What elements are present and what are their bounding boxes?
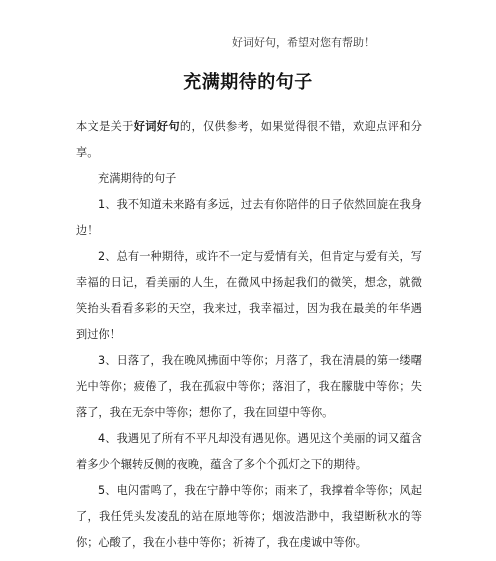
paragraph-1: 1、我不知道未来路有多远，过去有你陪伴的日子依然回旋在我身边！ xyxy=(76,198,422,237)
paragraph-3: 3、日落了，我在晚风拂面中等你；月落了，我在清晨的第一缕曙光中等你；疲倦了，我在孤寂中等你；落泪了，我在朦胧中等你；失落了，我在无奈中等你；想你了，我在回望中等你。 xyxy=(76,354,422,419)
intro-prefix: 本文是关于 xyxy=(76,120,134,133)
paragraph-4: 4、我遇见了所有不平凡却没有遇见你。遇见这个美丽的词又蕴含着多少个辗转反侧的夜晚，蕴含了多个个孤灯之下的期待。 xyxy=(76,432,422,471)
paragraph-5: 5、电闪雷鸣了，我在宁静中等你；雨来了，我撑着伞等你；风起了，我任凭头发凌乱的站在原地等你；烟波浩渺中，我望断秋水的等你；心酸了，我在小巷中等你；祈祷了，我在虔诚中等你。 xyxy=(76,484,422,549)
header-note: 好词好句，希望对您有帮助！ xyxy=(232,36,375,49)
section-subtitle: 充满期待的句子 xyxy=(98,172,177,185)
paragraph-2: 2、总有一种期待，或许不一定与爱情有关，但肯定与爱有关，写幸福的日记，看美丽的人生，在微风中扬起我们的微笑，想念，就微笑抬头看看多彩的天空，我来过，我幸福过，因为我在最美的年华遇到过你！ xyxy=(76,250,422,341)
page-title: 充满期待的句子 xyxy=(183,72,313,93)
intro-suffix: 的，仅供参考，如果觉得很不错，欢迎点评和分享。 xyxy=(76,120,422,159)
intro-keyword-link[interactable]: 好词好句 xyxy=(133,120,180,133)
article-body xyxy=(76,114,422,556)
intro-paragraph xyxy=(76,114,422,166)
